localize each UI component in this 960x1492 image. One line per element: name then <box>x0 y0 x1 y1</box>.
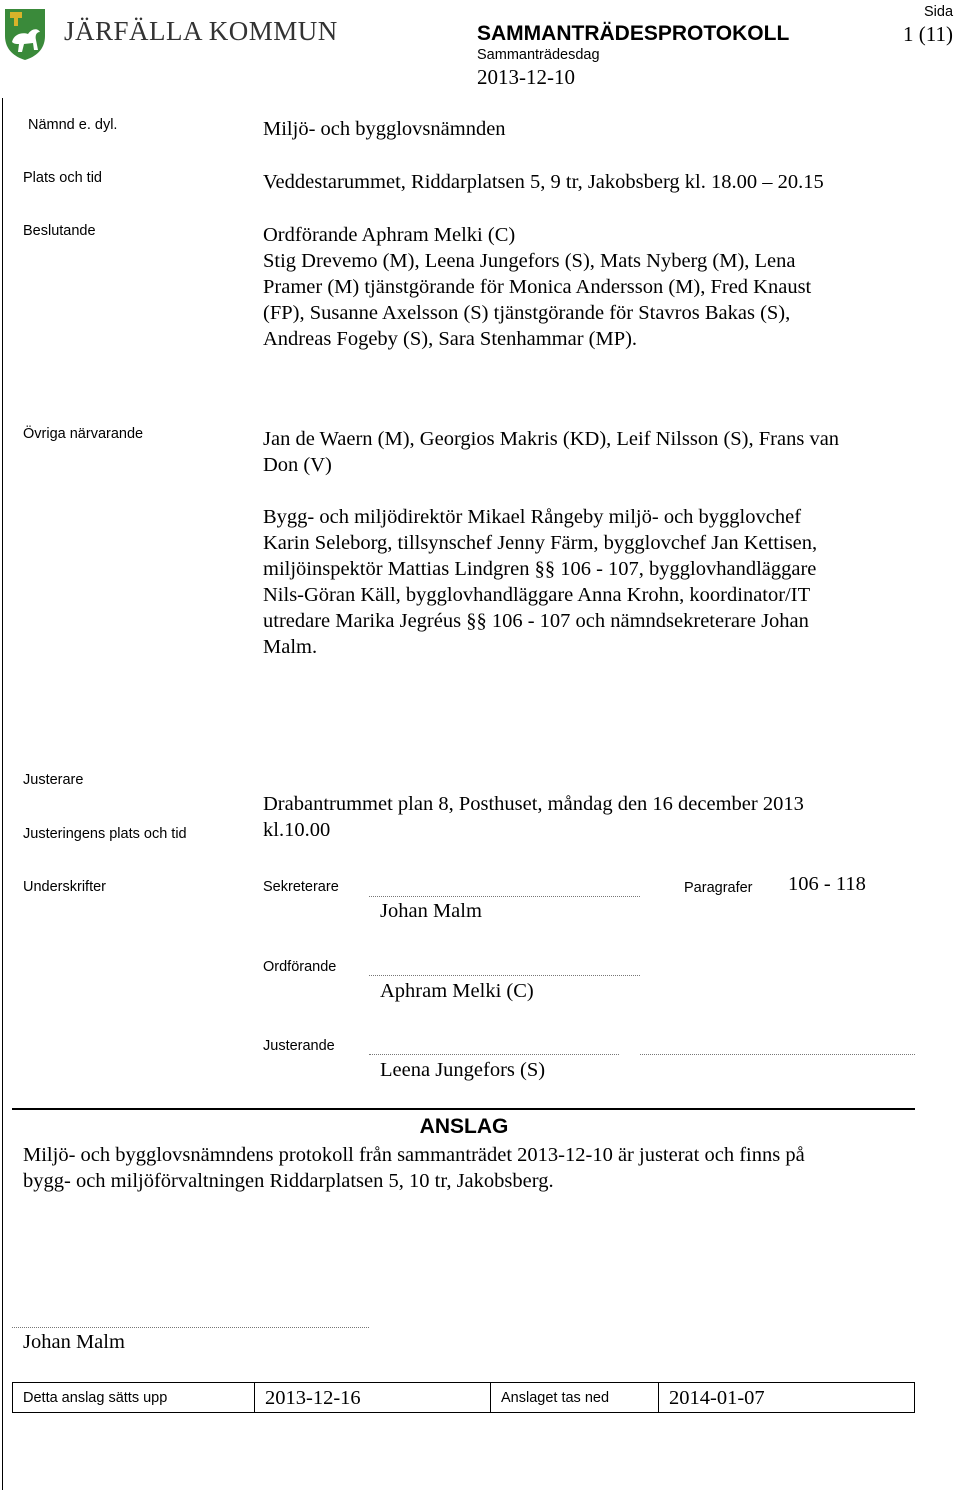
uppsatt-label: Detta anslag sätts upp <box>23 1389 168 1406</box>
beslutande-list <box>263 222 811 352</box>
document-title: SAMMANTRÄDESPROTOKOLL <box>477 22 790 45</box>
justerande-name: Leena Jungefors (S) <box>380 1059 546 1081</box>
text-line: Karin Seleborg, tillsynschef Jenny Färm, bygglovchef Jan Kettisen, <box>263 532 818 554</box>
text-line: utredare Marika Jegréus §§ 106 - 107 och nämndsekreterare Johan <box>263 610 809 632</box>
left-margin-rule <box>2 98 3 1490</box>
namnd-label: Nämnd e. dyl. <box>28 117 118 133</box>
paragrafer-value: 106 - 118 <box>788 873 866 895</box>
page-label: Sida <box>924 4 954 20</box>
ovriga-list <box>263 426 839 478</box>
anslag-signer: Johan Malm <box>23 1331 125 1353</box>
ordforande-signature-line <box>369 975 640 976</box>
paragrafer-label: Paragrafer <box>684 880 753 896</box>
meeting-date: 2013-12-10 <box>477 65 575 89</box>
text-line: Bygg- och miljödirektör Mikael Rångeby miljö- och bygglovchef <box>263 506 802 528</box>
anslag-title: ANSLAG <box>419 1115 509 1138</box>
underskrifter-label: Underskrifter <box>23 879 106 895</box>
municipality-name: JÄRFÄLLA KOMMUN <box>64 16 338 46</box>
municipality-logo <box>2 6 48 62</box>
uppsatt-date: 2013-12-16 <box>254 1383 490 1412</box>
ovriga-label: Övriga närvarande <box>23 426 144 442</box>
justerande-signature-line <box>369 1054 619 1055</box>
text-line: Pramer (M) tjänstgörande för Monica Andersson (M), Fred Knaust <box>263 276 812 298</box>
nedtas-date: 2014-01-07 <box>658 1383 914 1412</box>
text-line: bygg- och miljöförvaltningen Riddarplatsen 5, 10 tr, Jakobsberg. <box>23 1170 554 1192</box>
plats-label: Plats och tid <box>23 170 102 186</box>
text-line: (FP), Susanne Axelsson (S) tjänstgörande för Stavros Bakas (S), <box>263 302 791 324</box>
text-line: Malm. <box>263 636 318 658</box>
ordforande-name: Aphram Melki (C) <box>380 980 534 1002</box>
justerare-label: Justerare <box>23 772 84 788</box>
text-line: Andreas Fogeby (S), Sara Stenhammar (MP). <box>263 328 638 350</box>
nedtas-label: Anslaget tas ned <box>490 1383 658 1412</box>
text-line: Nils-Göran Käll, bygglovhandläggare Anna Krohn, koordinator/IT <box>263 584 811 606</box>
ordforande-label: Ordförande <box>263 959 337 975</box>
page-number: 1 (11) <box>903 22 953 46</box>
anslag-text <box>23 1142 805 1194</box>
sekreterare-name: Johan Malm <box>380 900 482 922</box>
justerande-second-signature-line <box>640 1054 915 1055</box>
plats-value: Veddestarummet, Riddarplatsen 5, 9 tr, Jakobsberg kl. 18.00 – 20.15 <box>263 171 824 193</box>
anslag-dates-table <box>12 1382 915 1413</box>
meeting-date-label: Sammanträdesdag <box>477 47 600 63</box>
justerande-label: Justerande <box>263 1038 335 1054</box>
coat-of-arms-icon <box>2 6 48 62</box>
text-line: Stig Drevemo (M), Leena Jungefors (S), Mats Nyberg (M), Lena <box>263 250 796 272</box>
text-line: miljöinspektör Mattias Lindgren §§ 106 - 107, bygglovhandläggare <box>263 558 817 580</box>
sekreterare-label: Sekreterare <box>263 879 339 895</box>
justering-label: Justeringens plats och tid <box>23 826 187 842</box>
text-line: Drabantrummet plan 8, Posthuset, måndag den 16 december 2013 <box>263 793 804 815</box>
text-line: Ordförande Aphram Melki (C) <box>263 224 516 246</box>
anslag-divider <box>12 1108 915 1110</box>
ovriga-staff-list <box>263 504 817 660</box>
namnd-value: Miljö- och bygglovsnämnden <box>263 118 506 140</box>
text-line: Miljö- och bygglovsnämndens protokoll från sammanträdet 2013-12-10 är justerat och finns på <box>23 1144 805 1166</box>
sekreterare-signature-line <box>369 896 640 897</box>
justering-value <box>263 791 804 843</box>
beslutande-label: Beslutande <box>23 223 96 239</box>
text-line: Jan de Waern (M), Georgios Makris (KD), Leif Nilsson (S), Frans van <box>263 428 840 450</box>
text-line: kl.10.00 <box>263 819 331 841</box>
anslag-signature-line <box>12 1327 369 1328</box>
text-line: Don (V) <box>263 454 332 476</box>
